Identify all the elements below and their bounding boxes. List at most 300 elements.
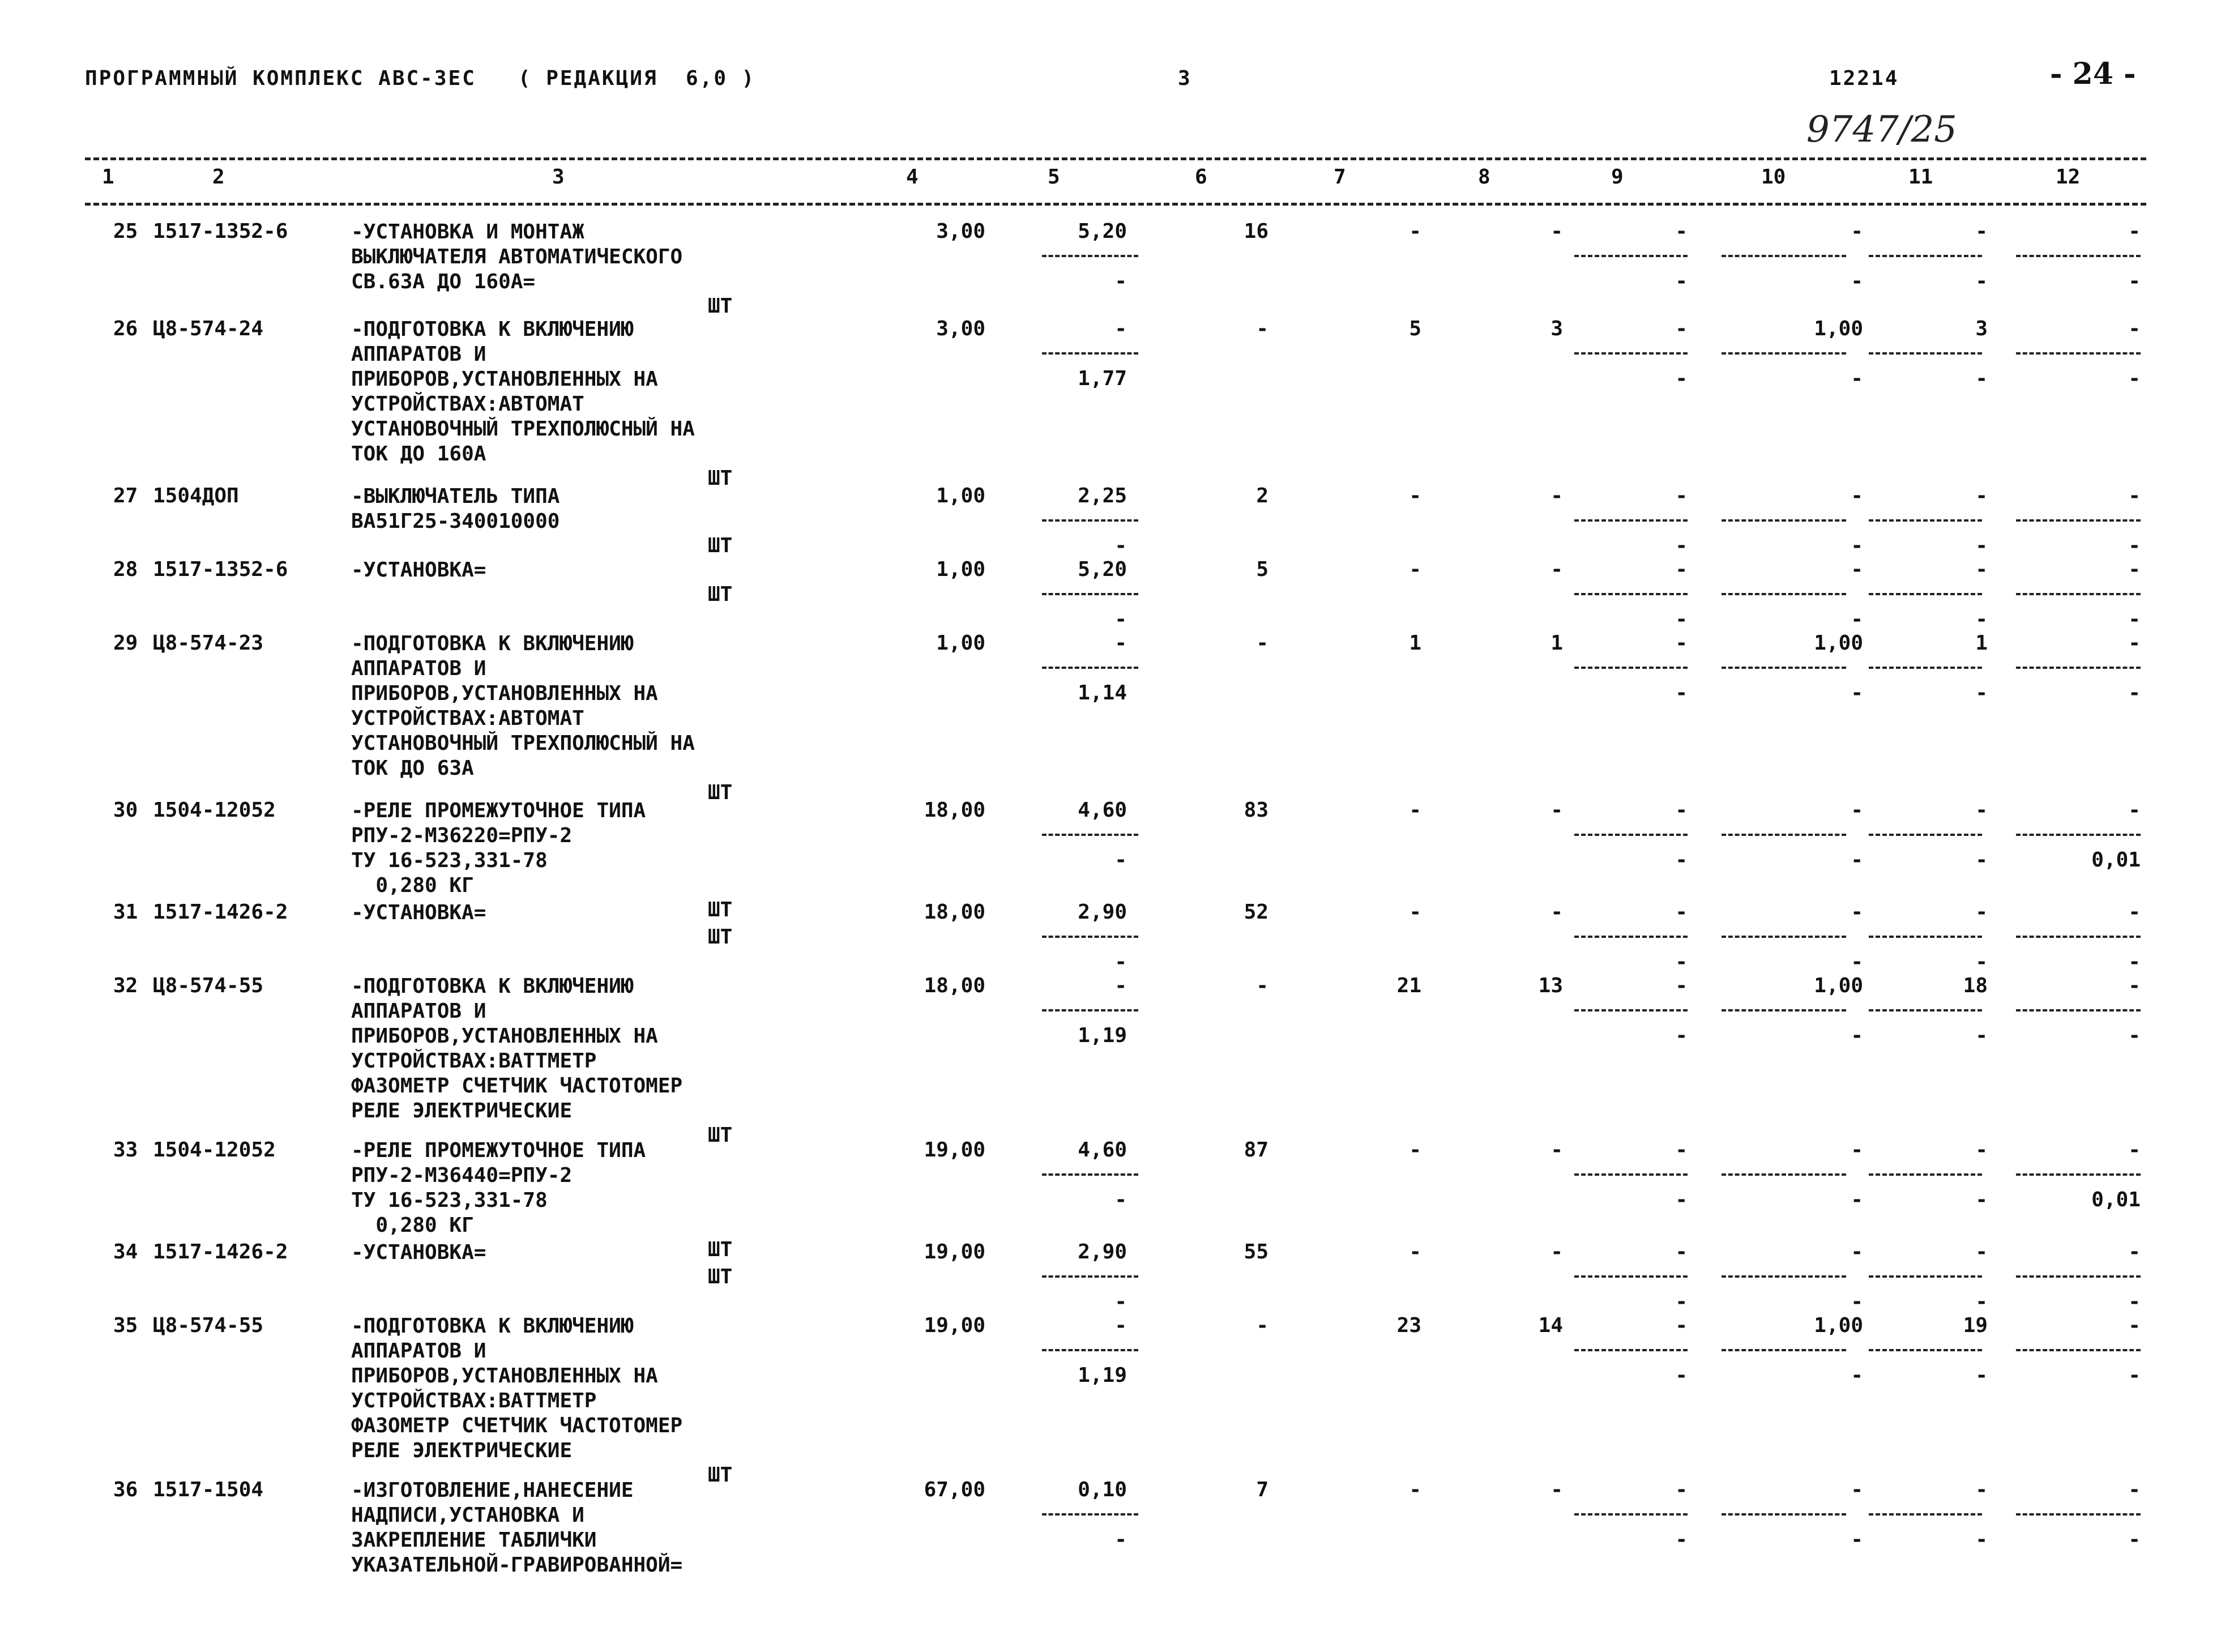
cell-c11: - [1975, 484, 1988, 507]
row-unit: ШТ [708, 467, 733, 490]
row-code: 1517-1352-6 [153, 558, 288, 581]
cell-c11b: - [1975, 1290, 1988, 1313]
cell-c5: 5,20 [1078, 220, 1127, 243]
cell-c5b: 1,14 [1078, 681, 1127, 705]
description-line: УСТАНОВОЧНЫЙ ТРЕХПОЛЮСНЫЙ НА [351, 732, 695, 755]
description-line: ВЫКЛЮЧАТЕЛЯ АВТОМАТИЧЕСКОГО [351, 245, 683, 268]
fraction-line [1042, 1275, 1138, 1278]
cell-c4: 18,00 [924, 799, 985, 822]
row-description [351, 1478, 682, 1578]
cell-c12: - [2128, 631, 2141, 655]
cell-c4: 18,00 [924, 900, 985, 924]
fraction-line [2016, 834, 2141, 836]
description-line: ПРИБОРОВ,УСТАНОВЛЕННЫХ НА [351, 1025, 658, 1048]
row-number: 34 [113, 1240, 138, 1263]
cell-c6: - [1256, 631, 1268, 655]
description-line: ПРИБОРОВ,УСТАНОВЛЕННЫХ НА [351, 1364, 658, 1388]
fraction-line [1722, 1275, 1846, 1278]
row-unit: ШТ [708, 1463, 733, 1487]
fraction-line [1722, 667, 1846, 669]
page-number: - 24 - [2050, 57, 2136, 91]
cell-c6: 7 [1256, 1478, 1268, 1501]
cell-c12: - [2128, 1138, 2141, 1162]
cell-c11b: - [1975, 1188, 1988, 1211]
description-line: ВА51Г25-340010000 [351, 510, 560, 533]
cell-c11b: - [1975, 270, 1988, 293]
col-head-1: 1 [102, 165, 114, 189]
cell-c11b: - [1975, 534, 1988, 557]
cell-c11b: - [1975, 1364, 1988, 1387]
description-line: ФАЗОМЕТР СЧЕТЧИК ЧАСТОТОМЕР [351, 1414, 683, 1437]
fraction-line [1869, 1009, 1982, 1011]
cell-c8: - [1551, 1138, 1563, 1162]
row-description [351, 974, 682, 1124]
cell-c7: 21 [1396, 974, 1421, 997]
row-unit: ШТ [708, 898, 733, 921]
cell-c8: - [1551, 220, 1563, 243]
fraction-line [1722, 1349, 1846, 1351]
fraction-line [1574, 255, 1688, 257]
cell-c9b: - [1675, 270, 1688, 293]
cell-c8: - [1551, 799, 1563, 822]
cell-c12: - [2128, 799, 2141, 822]
row-unit: ШТ [708, 1265, 733, 1288]
cell-c12b: - [2128, 608, 2141, 631]
cell-c12: - [2128, 974, 2141, 997]
cell-c9b: - [1675, 1188, 1688, 1211]
fraction-line [1869, 1275, 1982, 1278]
description-line: УКАЗАТЕЛЬНОЙ-ГРАВИРОВАННОЙ= [351, 1553, 683, 1577]
fraction-line [1722, 519, 1846, 522]
cell-c11: - [1975, 220, 1988, 243]
description-line: ТОК ДО 160А [351, 442, 486, 466]
row-description [351, 558, 486, 583]
description-line: НАДПИСИ,УСТАНОВКА И [351, 1504, 584, 1527]
cell-c9b: - [1675, 848, 1688, 872]
row-code: 1517-1426-2 [153, 1240, 288, 1263]
cell-c7: - [1409, 1138, 1421, 1162]
col-head-7: 7 [1334, 165, 1346, 189]
row-unit: ШТ [708, 294, 733, 318]
cell-c7: 23 [1396, 1314, 1421, 1337]
fraction-line [1574, 593, 1688, 595]
description-line: АППАРАТОВ И [351, 343, 486, 366]
fraction-line [1042, 1009, 1138, 1011]
cell-c5b: - [1114, 1188, 1127, 1211]
cell-c6: 87 [1244, 1138, 1268, 1162]
description-line: ТУ 16-523,331-78 [351, 1189, 548, 1212]
fraction-line [2016, 1349, 2141, 1351]
cell-c12b: 0,01 [2091, 848, 2141, 872]
row-code: 1517-1426-2 [153, 900, 288, 924]
cell-c4: 19,00 [924, 1240, 985, 1263]
fraction-line [1042, 255, 1138, 257]
cell-c6: - [1256, 317, 1268, 340]
row-code: Ц8-574-23 [153, 631, 264, 655]
description-line: -ПОДГОТОВКА К ВКЛЮЧЕНИЮ [351, 318, 634, 341]
description-line: СВ.63А ДО 160А= [351, 270, 536, 293]
cell-c9: - [1675, 484, 1688, 507]
cell-c9: - [1675, 1314, 1688, 1337]
cell-c5: 5,20 [1078, 558, 1127, 581]
row-unit: ШТ [708, 1124, 733, 1147]
cell-c9: - [1675, 974, 1688, 997]
description-line: -ПОДГОТОВКА К ВКЛЮЧЕНИЮ [351, 1314, 634, 1338]
cell-c8: - [1551, 900, 1563, 924]
description-line: РПУ-2-М36220=РПУ-2 [351, 824, 573, 847]
cell-c10: 1,00 [1814, 631, 1863, 655]
cell-c6: 52 [1244, 900, 1268, 924]
cell-c9: - [1675, 900, 1688, 924]
cell-c8: - [1551, 1478, 1563, 1501]
cell-c5: 4,60 [1078, 1138, 1127, 1162]
row-number: 35 [113, 1314, 138, 1337]
fraction-line [1574, 352, 1688, 355]
cell-c9b: - [1675, 367, 1688, 390]
description-line: -ВЫКЛЮЧАТЕЛЬ ТИПА [351, 485, 560, 508]
fraction-line [1574, 1513, 1688, 1516]
row-unit: ШТ [708, 1238, 733, 1261]
row-code: Ц8-574-55 [153, 974, 264, 997]
cell-c11b: - [1975, 681, 1988, 705]
cell-c6: - [1256, 974, 1268, 997]
cell-c4: 1,00 [936, 484, 985, 507]
cell-c4: 3,00 [936, 317, 985, 340]
fraction-line [1869, 1173, 1982, 1176]
fraction-line [1574, 1275, 1688, 1278]
cell-c12b: - [2128, 681, 2141, 705]
fraction-line [1869, 255, 1982, 257]
row-code: 1504-12052 [153, 799, 276, 822]
cell-c5b: 1,19 [1078, 1364, 1127, 1387]
cell-c9: - [1675, 1478, 1688, 1501]
fraction-line [1869, 593, 1982, 595]
cell-c12b: - [2128, 270, 2141, 293]
cell-c10b: - [1851, 1528, 1863, 1551]
cell-c10b: - [1851, 681, 1863, 705]
fraction-line [2016, 593, 2141, 595]
description-line: -РЕЛЕ ПРОМЕЖУТОЧНОЕ ТИПА [351, 799, 646, 822]
cell-c10: 1,00 [1814, 974, 1863, 997]
cell-c10b: - [1851, 367, 1863, 390]
cell-c10b: - [1851, 1364, 1863, 1387]
cell-c5: - [1114, 974, 1127, 997]
row-number: 30 [113, 799, 138, 822]
row-description [351, 631, 695, 781]
cell-c5b: - [1114, 950, 1127, 974]
cell-c6: 83 [1244, 799, 1268, 822]
section-number: 3 [1178, 67, 1192, 90]
fraction-line [1722, 1173, 1846, 1176]
cell-c9b: - [1675, 681, 1688, 705]
cell-c11: - [1975, 1138, 1988, 1162]
fraction-line [1574, 1009, 1688, 1011]
cell-c5: - [1114, 1314, 1127, 1337]
cell-c5b: - [1114, 1290, 1127, 1313]
description-line: ПРИБОРОВ,УСТАНОВЛЕННЫХ НА [351, 368, 658, 391]
cell-c6: 5 [1256, 558, 1268, 581]
header-rule-bottom [85, 203, 2146, 206]
description-line: РЕЛЕ ЭЛЕКТРИЧЕСКИЕ [351, 1099, 573, 1122]
cell-c10b: - [1851, 534, 1863, 557]
cell-c6: - [1256, 1314, 1268, 1337]
row-description [351, 799, 646, 898]
cell-c5: 0,10 [1078, 1478, 1127, 1501]
cell-c11: 3 [1975, 317, 1988, 340]
cell-c9: - [1675, 1138, 1688, 1162]
cell-c9b: - [1675, 950, 1688, 974]
cell-c9b: - [1675, 608, 1688, 631]
cell-c9b: - [1675, 1528, 1688, 1551]
row-description [351, 484, 559, 534]
fraction-line [1722, 1009, 1846, 1011]
fraction-line [1574, 936, 1688, 938]
cell-c4: 1,00 [936, 631, 985, 655]
fraction-line [1042, 1513, 1138, 1516]
row-description [351, 900, 486, 925]
cell-c11b: - [1975, 1024, 1988, 1047]
cell-c5: 2,25 [1078, 484, 1127, 507]
cell-c5b: - [1114, 534, 1127, 557]
cell-c11b: - [1975, 950, 1988, 974]
cell-c7: - [1409, 484, 1421, 507]
cell-c9b: - [1675, 1290, 1688, 1313]
cell-c9b: - [1675, 534, 1688, 557]
col-head-6: 6 [1195, 165, 1207, 189]
cell-c10: - [1851, 799, 1863, 822]
cell-c11: 18 [1963, 974, 1988, 997]
description-line: 0,280 КГ [351, 1214, 474, 1237]
cell-c7: - [1409, 220, 1421, 243]
cell-c11: - [1975, 558, 1988, 581]
cell-c12b: - [2128, 534, 2141, 557]
cell-c10b: - [1851, 848, 1863, 872]
cell-c4: 67,00 [924, 1478, 985, 1501]
row-code: 1504ДОП [153, 484, 239, 507]
description-line: ФАЗОМЕТР СЧЕТЧИК ЧАСТОТОМЕР [351, 1074, 683, 1098]
fraction-line [1722, 1513, 1846, 1516]
row-code: 1517-1352-6 [153, 220, 288, 243]
row-number: 26 [113, 317, 138, 340]
description-line: ЗАКРЕПЛЕНИЕ ТАБЛИЧКИ [351, 1529, 597, 1552]
col-head-4: 4 [906, 165, 919, 189]
description-line: -ПОДГОТОВКА К ВКЛЮЧЕНИЮ [351, 975, 634, 998]
cell-c6: 16 [1244, 220, 1268, 243]
row-unit: ШТ [708, 534, 733, 557]
row-code: 1504-12052 [153, 1138, 276, 1162]
cell-c10: 1,00 [1814, 1314, 1863, 1337]
row-number: 36 [113, 1478, 138, 1501]
cell-c9: - [1675, 558, 1688, 581]
description-line: -ИЗГОТОВЛЕНИЕ,НАНЕСЕНИЕ [351, 1479, 634, 1502]
fraction-line [1042, 1173, 1138, 1176]
cell-c9: - [1675, 1240, 1688, 1263]
fraction-line [1722, 834, 1846, 836]
fraction-line [2016, 255, 2141, 257]
cell-c11: - [1975, 1478, 1988, 1501]
col-head-9: 9 [1611, 165, 1624, 189]
fraction-line [1722, 255, 1846, 257]
cell-c8: 13 [1538, 974, 1563, 997]
row-unit: ШТ [708, 781, 733, 804]
cell-c10: - [1851, 900, 1863, 924]
handwritten-note: 9747/25 [1806, 109, 1957, 151]
fraction-line [1722, 936, 1846, 938]
description-line: УСТАНОВОЧНЫЙ ТРЕХПОЛЮСНЫЙ НА [351, 417, 695, 441]
cell-c8: - [1551, 558, 1563, 581]
description-line: -УСТАНОВКА= [351, 901, 486, 924]
cell-c10b: - [1851, 270, 1863, 293]
row-number: 29 [113, 631, 138, 655]
description-line: АППАРАТОВ И [351, 657, 486, 680]
row-number: 27 [113, 484, 138, 507]
cell-c12b: - [2128, 1364, 2141, 1387]
fraction-line [1042, 936, 1138, 938]
cell-c12: - [2128, 900, 2141, 924]
cell-c7: - [1409, 1240, 1421, 1263]
cell-c9: - [1675, 799, 1688, 822]
cell-c10b: - [1851, 1024, 1863, 1047]
fraction-line [2016, 1173, 2141, 1176]
fraction-line [2016, 1513, 2141, 1516]
cell-c5b: - [1114, 1528, 1127, 1551]
cell-c11: 19 [1963, 1314, 1988, 1337]
cell-c7: 5 [1409, 317, 1421, 340]
cell-c11b: - [1975, 367, 1988, 390]
row-description [351, 220, 682, 294]
fraction-line [1722, 593, 1846, 595]
fraction-line [1869, 667, 1982, 669]
row-description [351, 1138, 646, 1238]
cell-c8: 3 [1551, 317, 1563, 340]
cell-c8: - [1551, 1240, 1563, 1263]
col-head-12: 12 [2056, 165, 2081, 189]
row-code: Ц8-574-24 [153, 317, 264, 340]
cell-c7: 1 [1409, 631, 1421, 655]
row-description [351, 317, 695, 467]
description-line: УСТРОЙСТВАХ:ВАТТМЕТР [351, 1389, 597, 1412]
cell-c11b: - [1975, 608, 1988, 631]
description-line: ПРИБОРОВ,УСТАНОВЛЕННЫХ НА [351, 682, 658, 705]
program-title: ПРОГРАММНЫЙ КОМПЛЕКС АВС-ЗЕС ( РЕДАКЦИЯ 6,0 ) [85, 67, 756, 90]
fraction-line [1722, 352, 1846, 355]
row-description [351, 1314, 682, 1463]
fraction-line [1042, 519, 1138, 522]
fraction-line [1574, 1173, 1688, 1176]
fraction-line [1869, 1349, 1982, 1351]
description-line: АППАРАТОВ И [351, 1339, 486, 1363]
cell-c7: - [1409, 900, 1421, 924]
fraction-line [1042, 593, 1138, 595]
description-line: УСТРОЙСТВАХ:ВАТТМЕТР [351, 1049, 597, 1073]
fraction-line [1869, 936, 1982, 938]
cell-c11b: - [1975, 848, 1988, 872]
cell-c8: 14 [1538, 1314, 1563, 1337]
cell-c10: - [1851, 220, 1863, 243]
row-unit: ШТ [708, 583, 733, 606]
fraction-line [2016, 1009, 2141, 1011]
cell-c5: 2,90 [1078, 1240, 1127, 1263]
cell-c10: 1,00 [1814, 317, 1863, 340]
cell-c5b: 1,77 [1078, 367, 1127, 390]
col-head-8: 8 [1478, 165, 1490, 189]
col-head-2: 2 [212, 165, 225, 189]
description-line: -УСТАНОВКА И МОНТАЖ [351, 220, 584, 244]
cell-c10b: - [1851, 608, 1863, 631]
cell-c12: - [2128, 1478, 2141, 1501]
fraction-line [1042, 1349, 1138, 1351]
cell-c6: 2 [1256, 484, 1268, 507]
cell-c4: 19,00 [924, 1138, 985, 1162]
cell-c5: 4,60 [1078, 799, 1127, 822]
fraction-line [1869, 1513, 1982, 1516]
cell-c5: - [1114, 317, 1127, 340]
cell-c12: - [2128, 317, 2141, 340]
cell-c10: - [1851, 1478, 1863, 1501]
cell-c9: - [1675, 317, 1688, 340]
cell-c12: - [2128, 1240, 2141, 1263]
fraction-line [1869, 352, 1982, 355]
description-line: 0,280 КГ [351, 874, 474, 897]
cell-c10b: - [1851, 950, 1863, 974]
fraction-line [1869, 834, 1982, 836]
fraction-line [1869, 519, 1982, 522]
row-number: 31 [113, 900, 138, 924]
fraction-line [2016, 1275, 2141, 1278]
cell-c10: - [1851, 484, 1863, 507]
cell-c12b: - [2128, 367, 2141, 390]
description-line: УСТРОЙСТВАХ:АВТОМАТ [351, 392, 584, 416]
cell-c10b: - [1851, 1188, 1863, 1211]
cell-c12: - [2128, 484, 2141, 507]
description-line: ТОК ДО 63А [351, 757, 474, 780]
cell-c5b: - [1114, 270, 1127, 293]
row-number: 33 [113, 1138, 138, 1162]
cell-c11b: - [1975, 1528, 1988, 1551]
cell-c6: 55 [1244, 1240, 1268, 1263]
cell-c5: - [1114, 631, 1127, 655]
row-code: Ц8-574-55 [153, 1314, 264, 1337]
cell-c4: 1,00 [936, 558, 985, 581]
cell-c12: - [2128, 1314, 2141, 1337]
fraction-line [2016, 519, 2141, 522]
cell-c12b: 0,01 [2091, 1188, 2141, 1211]
description-line: РЕЛЕ ЭЛЕКТРИЧЕСКИЕ [351, 1439, 573, 1462]
cell-c12b: - [2128, 1290, 2141, 1313]
description-line: РПУ-2-М36440=РПУ-2 [351, 1164, 573, 1187]
cell-c12b: - [2128, 1024, 2141, 1047]
cell-c12b: - [2128, 950, 2141, 974]
cell-c12: - [2128, 220, 2141, 243]
cell-c10: - [1851, 558, 1863, 581]
description-line: АППАРАТОВ И [351, 1000, 486, 1023]
document-code: 12214 [1829, 67, 1899, 90]
cell-c7: - [1409, 558, 1421, 581]
col-head-11: 11 [1908, 165, 1933, 189]
col-head-5: 5 [1048, 165, 1060, 189]
fraction-line [1574, 519, 1688, 522]
cell-c9: - [1675, 631, 1688, 655]
header-rule-top [85, 157, 2146, 160]
cell-c7: - [1409, 799, 1421, 822]
cell-c5: 2,90 [1078, 900, 1127, 924]
cell-c12: - [2128, 558, 2141, 581]
cell-c5b: - [1114, 848, 1127, 872]
fraction-line [2016, 352, 2141, 355]
cell-c10b: - [1851, 1290, 1863, 1313]
fraction-line [1574, 834, 1688, 836]
fraction-line [1042, 352, 1138, 355]
